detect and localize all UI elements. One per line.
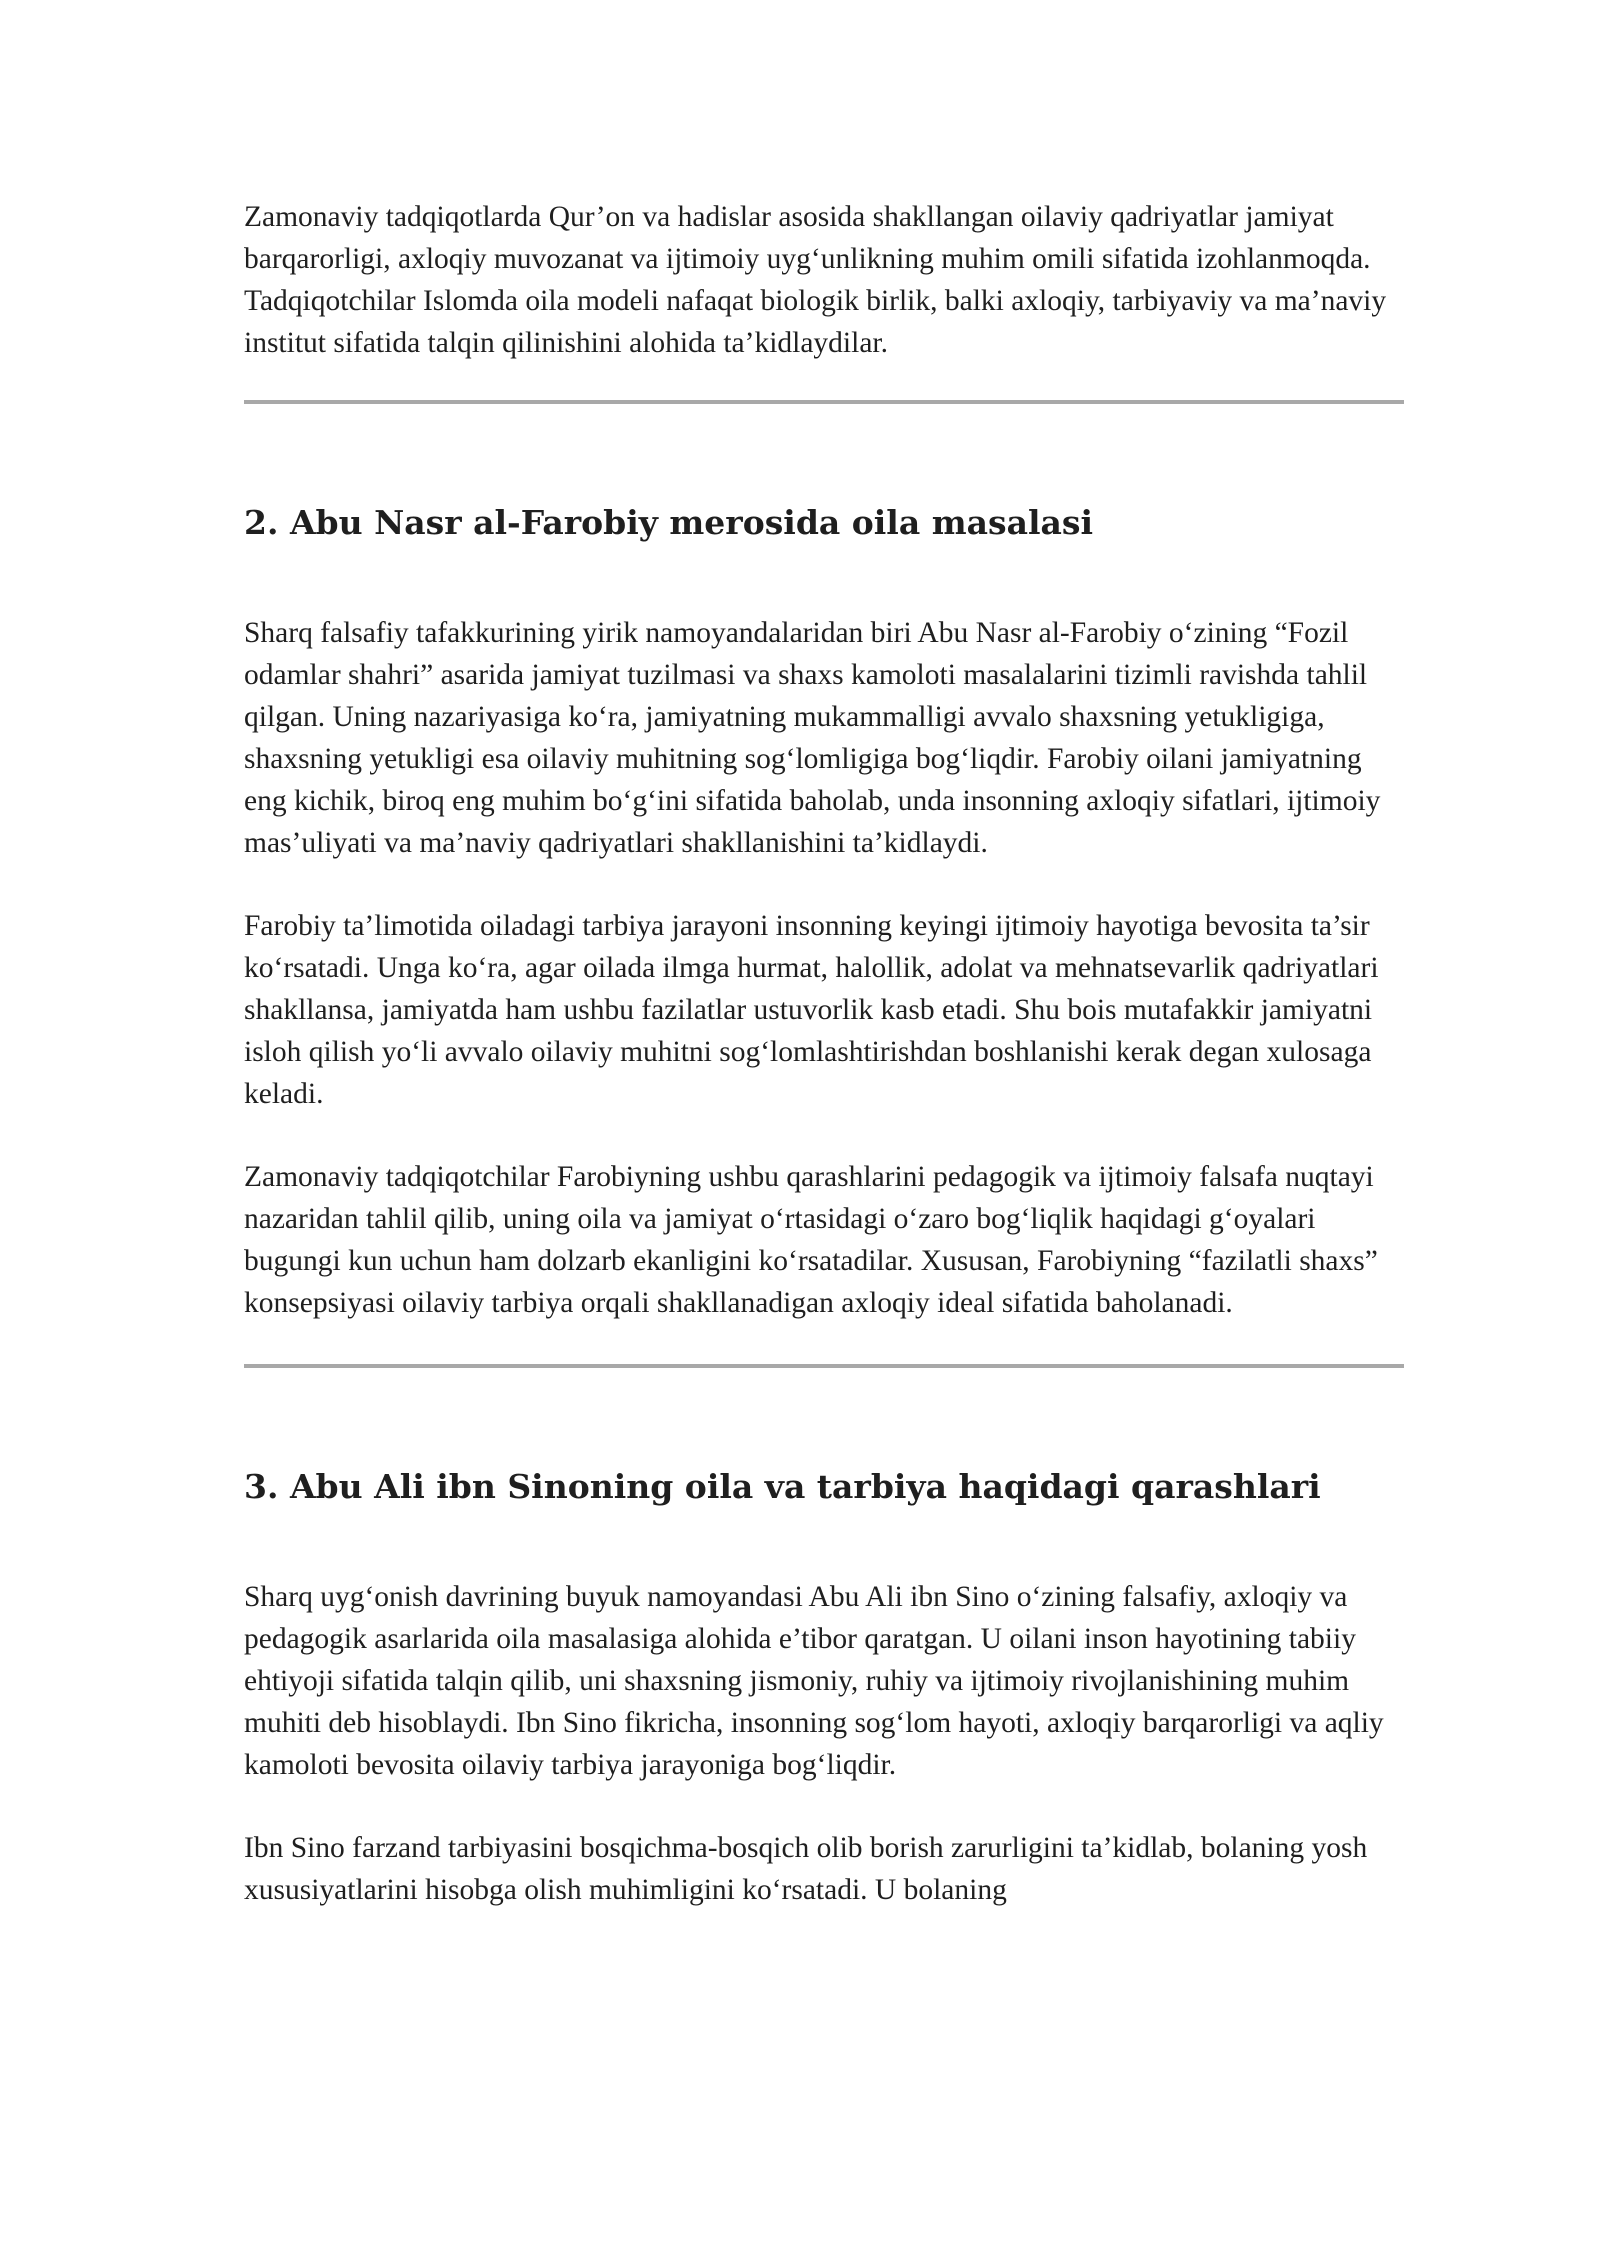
section-3-heading: 3. Abu Ali ibn Sinoning oila va tarbiya haqidagi qarashlari <box>244 1467 1321 1506</box>
section-2-paragraph: Zamonaviy tadqiqotchilar Farobiyning ushbu qarashlarini pedagogik va ijtimoiy falsafa nuqtayi nazaridan tahlil qilib, uning oila va jamiyat o‘rtasidagi o‘zaro bog‘liqlik haqidagi g‘oyalari bugungi kun uchun ham dolzarb ekanligini ko‘rsatadilar. Xususan, Farobiyning “fazilatli shaxs” konsepsiyasi oilaviy tarbiya orqali shakllanadigan axloqiy ideal sifatida baholanadi. <box>244 1161 1378 1319</box>
intro-paragraph: Zamonaviy tadqiqotlarda Qur’on va hadislar asosida shakllangan oilaviy qadriyatlar jamiyat barqarorligi, axloqiy muvozanat va ijtimoiy uyg‘unlikning muhim omili sifatida izohlanmoqda. Tadqiqotchilar Islomda oila modeli nafaqat biologik birlik, balki axloqiy, tarbiyaviy va ma’naviy institut sifatida talqin qilinishini alohida ta’kidlaydilar. <box>244 201 1387 359</box>
section-3-paragraph: Sharq uyg‘onish davrining buyuk namoyandasi Abu Ali ibn Sino o‘zining falsafiy, axloqiy va pedagogik asarlarida oila masalasiga alohida e’tibor qaratgan. U oilani inson hayotining tabiiy ehtiyoji sifatida talqin qilib, uni shaxsning jismoniy, ruhiy va ijtimoiy rivojlanishining muhim muhiti deb hisoblaydi. Ibn Sino fikricha, insonning sog‘lom hayoti, axloqiy barqarorligi va aqliy kamoloti bevosita oilaviy tarbiya jarayoniga bog‘liqdir. <box>244 1581 1384 1781</box>
section-2-paragraph: Farobiy ta’limotida oiladagi tarbiya jarayoni insonning keyingi ijtimoiy hayotiga bevosita ta’sir ko‘rsatadi. Unga ko‘ra, agar oilada ilmga hurmat, halollik, adolat va mehnatsevarlik qadriyatlari shakllansa, jamiyatda ham ushbu fazilatlar ustuvorlik kasb etadi. Shu bois mutafakkir jamiyatni isloh qilish yo‘li avvalo oilaviy muhitni sog‘lomlashtirishdan boshlanishi kerak degan xulosaga keladi. <box>244 910 1379 1110</box>
document-page <box>244 196 1404 1911</box>
section-3-paragraph: Ibn Sino farzand tarbiyasini bosqichma-bosqich olib borish zarurligini ta’kidlab, bolaning yosh xususiyatlarini hisobga olish muhimligini ko‘rsatadi. U bolaning <box>244 1832 1368 1906</box>
section-2-heading: 2. Abu Nasr al-Farobiy merosida oila masalasi <box>244 503 1094 542</box>
section-2-paragraph: Sharq falsafiy tafakkurining yirik namoyandalaridan biri Abu Nasr al-Farobiy o‘zining “Fozil odamlar shahri” asarida jamiyat tuzilmasi va shaxs kamoloti masalalarini tizimli ravishda tahlil qilgan. Uning nazariyasiga ko‘ra, jamiyatning mukammalligi avvalo shaxsning yetukligiga, shaxsning yetukligi esa oilaviy muhitning sog‘lomligiga bog‘liqdir. Farobiy oilani jamiyatning eng kichik, biroq eng muhim bo‘g‘ini sifatida baholab, unda insonning axloqiy sifatlari, ijtimoiy mas’uliyati va ma’naviy qadriyatlari shakllanishini ta’kidlaydi. <box>244 617 1381 859</box>
